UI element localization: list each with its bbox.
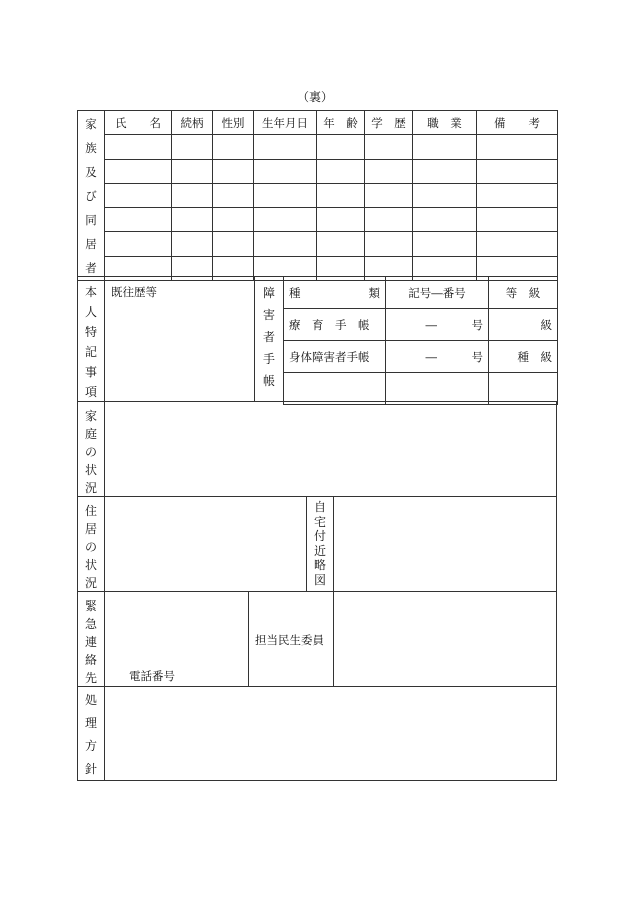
header-occupation: 職 業 — [413, 111, 477, 135]
personal-section-label: 本 人 特 記 事 項 — [77, 276, 105, 402]
policy-label: 処 理 方 針 — [77, 686, 105, 781]
disability-grade-cell[interactable]: 級 — [489, 309, 558, 341]
disability-type-cell[interactable] — [284, 373, 386, 405]
home-map-label: 自 宅 付 近 略 図 — [306, 496, 334, 592]
residence-field[interactable] — [104, 496, 307, 592]
disability-type-cell: 療 育 手 帳 — [284, 309, 386, 341]
policy-field[interactable] — [104, 686, 557, 781]
table-row — [78, 232, 558, 256]
disability-handbook-label: 障 害 者 手 帳 — [254, 276, 284, 402]
home-situation-label: 家 庭 の 状 況 — [77, 401, 105, 497]
emergency-contact-label: 緊 急 連 絡 先 — [77, 591, 105, 687]
disability-header-grade: 等 級 — [489, 277, 558, 309]
disability-header-number: 記号―番号 — [386, 277, 489, 309]
disability-table — [283, 276, 558, 405]
phone-number-label: 電話番号 — [129, 669, 175, 683]
page-title: （裏） — [296, 90, 333, 104]
disability-number-cell[interactable]: ― 号 — [386, 341, 489, 373]
header-age: 年 齢 — [317, 111, 365, 135]
emergency-contact-field[interactable] — [104, 591, 249, 687]
commissioner-field[interactable] — [248, 591, 334, 687]
disability-header-type: 種 類 — [284, 277, 386, 309]
table-row — [284, 341, 558, 373]
home-map-field[interactable] — [333, 496, 557, 592]
table-row — [78, 183, 558, 207]
medical-history-field[interactable] — [104, 276, 255, 402]
family-section-label: 家 族 及 び 同 居 者 — [78, 111, 105, 281]
disability-number-cell[interactable] — [386, 373, 489, 405]
header-relation: 続柄 — [172, 111, 213, 135]
disability-grade-cell[interactable] — [489, 373, 558, 405]
family-table — [77, 110, 558, 281]
disability-number-cell[interactable]: ― 号 — [386, 309, 489, 341]
header-name: 氏 名 — [105, 111, 172, 135]
commissioner-detail-field[interactable] — [333, 591, 557, 687]
header-sex: 性別 — [213, 111, 254, 135]
residence-label: 住 居 の 状 況 — [77, 496, 105, 592]
disability-type-cell: 身体障害者手帳 — [284, 341, 386, 373]
table-row — [78, 135, 558, 159]
table-row — [78, 208, 558, 232]
medical-history-label: 既往歴等 — [111, 285, 157, 299]
header-education: 学 歴 — [365, 111, 413, 135]
home-situation-field[interactable] — [104, 401, 557, 497]
table-row — [78, 159, 558, 183]
commissioner-label: 担当民生委員 — [255, 633, 324, 647]
header-remarks: 備 考 — [477, 111, 558, 135]
header-birthdate: 生年月日 — [254, 111, 317, 135]
disability-grade-cell[interactable]: 種 級 — [489, 341, 558, 373]
table-row — [284, 373, 558, 405]
table-row — [284, 309, 558, 341]
